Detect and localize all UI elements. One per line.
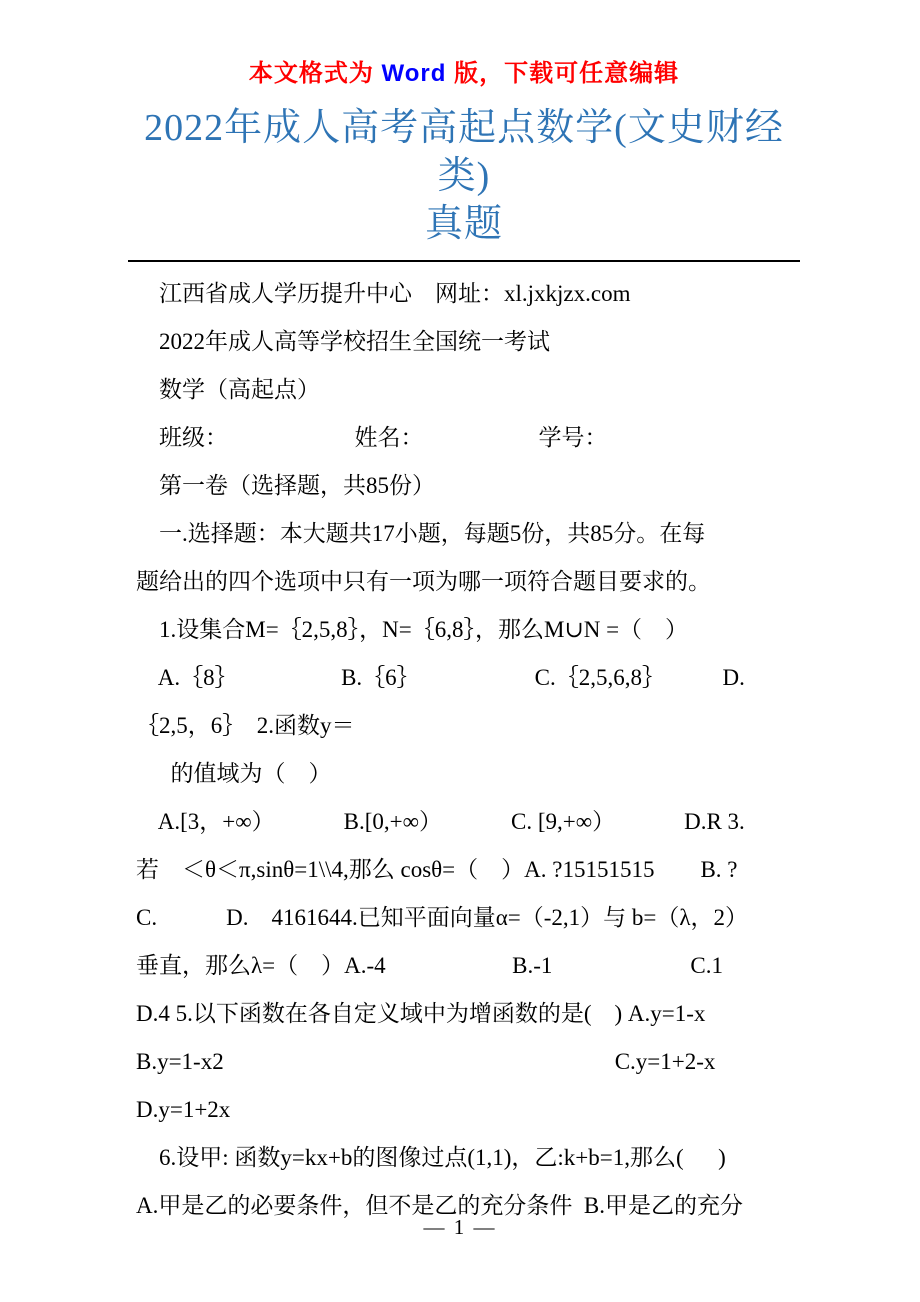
page-number: — 1 — bbox=[423, 1215, 497, 1239]
text-line-7: 题给出的四个选项中只有一项为哪一项符合题目要求的。 bbox=[136, 569, 711, 594]
text-line-13: 若 ＜θ＜π,sinθ=1\\4,那么 cosθ=（ ）A. ?15151515 B. ? bbox=[136, 857, 738, 882]
banner-prefix: 本文格式为 bbox=[248, 60, 382, 87]
document-body bbox=[136, 270, 792, 1230]
text-line-15: 垂直，那么λ=（ ）A.-4 B.-1 C.1 bbox=[136, 953, 723, 978]
title-divider bbox=[128, 260, 800, 262]
text-line-9: A.｛8｝ B.｛6｝ C.｛2,5,6,8｝ D. bbox=[136, 665, 745, 690]
text-line-2: 2022年成人高等学校招生全国统一考试 bbox=[136, 329, 550, 354]
banner-word-link[interactable]: Word bbox=[381, 60, 447, 87]
banner bbox=[136, 58, 792, 90]
text-line-17: B.y=1-x2 C.y=1+2-x bbox=[136, 1049, 716, 1074]
text-line-11: 的值域为（ ） bbox=[136, 761, 332, 786]
text-line-5: 第一卷（选择题，共85份） bbox=[136, 473, 435, 498]
text-line-14: C. D. 4161644.已知平面向量α=（-2,1）与 b=（λ，2） bbox=[136, 905, 749, 930]
text-line-6: 一.选择题：本大题共17小题，每题5份，共85分。在每 bbox=[136, 521, 706, 546]
document-title-line2: 真题 bbox=[424, 203, 503, 245]
banner-suffix: 版，下载可任意编辑 bbox=[446, 60, 680, 87]
text-line-12: A.[3，+∞） B.[0,+∞） C. [9,+∞） D.R 3. bbox=[136, 809, 745, 834]
text-line-19: 6.设甲: 函数y=kx+b的图像过点(1,1)，乙:k+b=1,那么( ) bbox=[136, 1145, 726, 1170]
document-title bbox=[136, 104, 792, 248]
text-line-20: A.甲是乙的必要条件，但不是乙的充分条件 B.甲是乙的充分 bbox=[136, 1193, 743, 1218]
text-line-18: D.y=1+2x bbox=[136, 1097, 231, 1122]
text-line-8: 1.设集合M=｛2,5,8｝，N=｛6,8｝，那么M∪N =（ ） bbox=[136, 617, 689, 642]
text-line-3: 数学（高起点） bbox=[136, 377, 320, 402]
document-title-line1: 2022年成人高考高起点数学(文史财经类) bbox=[144, 107, 784, 197]
text-line-1: 江西省成人学历提升中心 网址：xl.jxkjzx.com bbox=[136, 281, 631, 306]
text-line-10: ｛2,5，6｝ 2.函数y＝ bbox=[136, 713, 355, 738]
text-line-4: 班级： 姓名： 学号： bbox=[136, 425, 608, 450]
text-line-16: D.4 5.以下函数在各自定义域中为增函数的是( ) A.y=1-x bbox=[136, 1001, 706, 1026]
